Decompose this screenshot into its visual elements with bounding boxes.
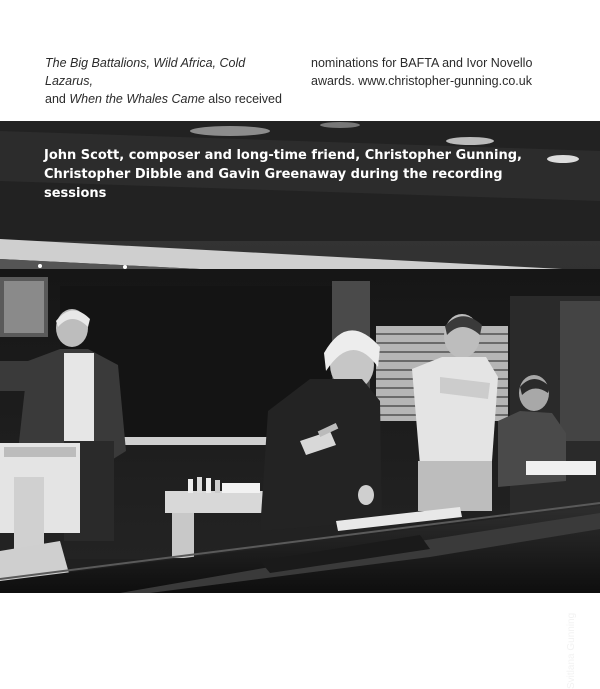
caption-line-1: John Scott, composer and long-time friend, Christopher Gunning,	[44, 148, 522, 163]
left-line-2-title: When the Whales Came	[69, 92, 205, 106]
right-line-2: awards. www.christopher-gunning.co.uk	[311, 74, 532, 88]
caption-line-2: Christopher Dibble and Gavin Greenaway during the recording sessions	[44, 167, 503, 201]
right-line-1: nominations for BAFTA and Ivor Novello	[311, 56, 533, 70]
left-line-2-suffix: also received	[204, 92, 282, 106]
photo-credit: Svitlana Gunning	[566, 612, 577, 689]
left-line-2	[45, 90, 295, 108]
right-text-column	[311, 54, 581, 90]
left-line-2-prefix: and	[45, 92, 70, 106]
text-band	[0, 0, 600, 121]
left-line-1: The Big Battalions, Wild Africa, Cold Lazarus,	[45, 56, 246, 88]
photo-caption	[44, 146, 564, 203]
left-text-column	[45, 54, 295, 108]
